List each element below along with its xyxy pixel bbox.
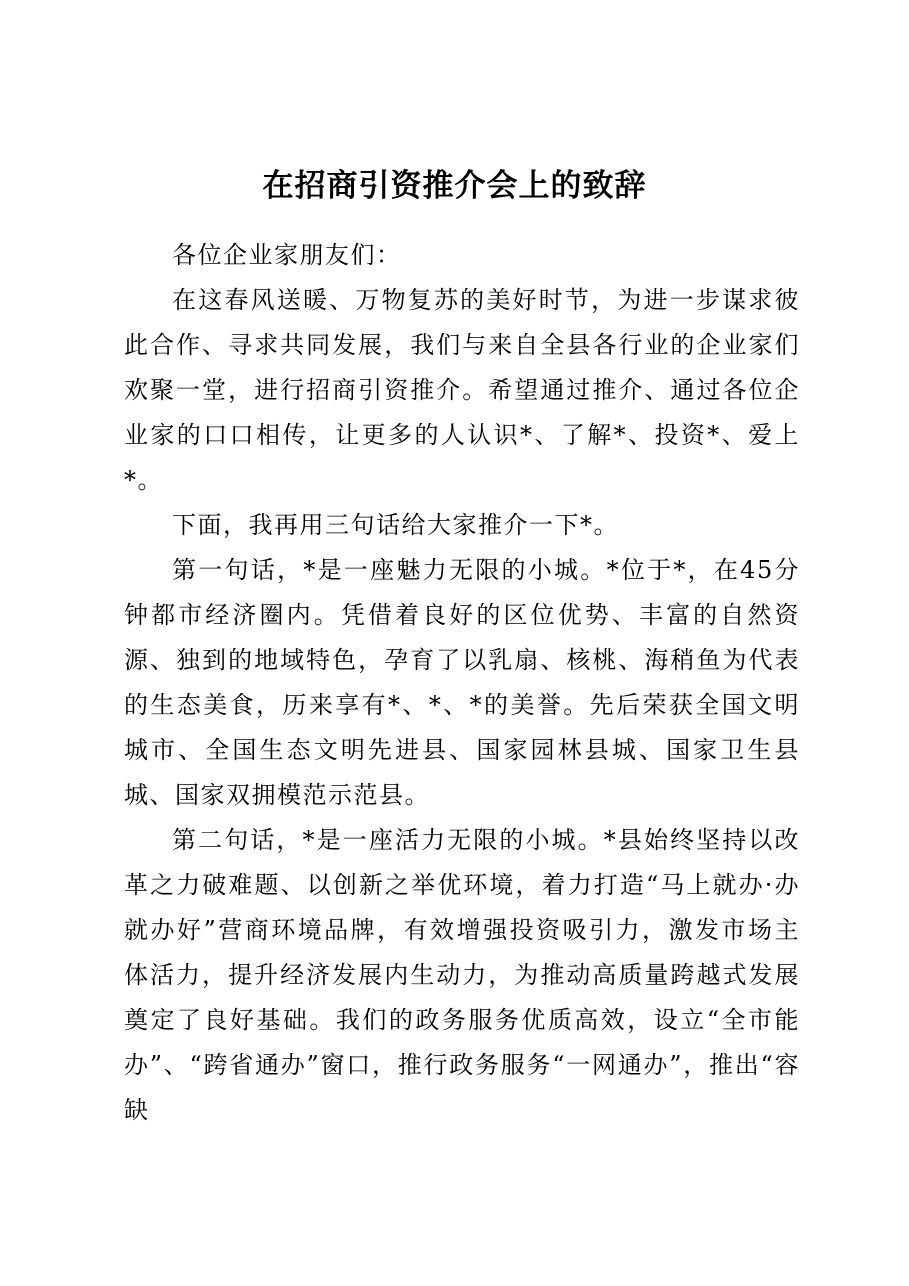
body-paragraph: 在这春风送暖、万物复苏的美好时节，为进一步谋求彼此合作、寻求共同发展，我们与来自全县各行业的企业家们欢聚一堂，进行招商引资推介。希望通过推介、通过各位企业家的口口相传，让更多的人认识*、了解*、投资*、爱上*。: [124, 286, 800, 494]
body-paragraph: 第一句话，*是一座魅力无限的小城。*位于*，在45分钟都市经济圈内。凭借着良好的区位优势、丰富的自然资源、独到的地域特色，孕育了以乳扇、核桃、海稍鱼为代表的生态美食，历来享有*、*、*的美誉。先后荣获全国文明城市、全国生态文明先进县、国家园林县城、国家卫生县城、国家双拥模范示范县。: [124, 556, 800, 809]
body-paragraph: 第二句话，*是一座活力无限的小城。*县始终坚持以改革之力破难题、以创新之举优环境，着力打造“马上就办·办就办好”营商环境品牌，有效增强投资吸引力，激发市场主体活力，提升经济发展内生动力，为推动高质量跨越式发展奠定了良好基础。我们的政务服务优质高效，设立“全市能办”、“跨省通办”窗口，推行政务服务“一网通办”，推出“容缺: [124, 826, 800, 1124]
salutation-paragraph: 各位企业家朋友们：: [172, 241, 402, 269]
body-paragraph: 下面，我再用三句话给大家推介一下*。: [172, 511, 619, 539]
document-body: [124, 233, 800, 1133]
document-title: 在招商引资推介会上的致辞: [262, 168, 647, 204]
